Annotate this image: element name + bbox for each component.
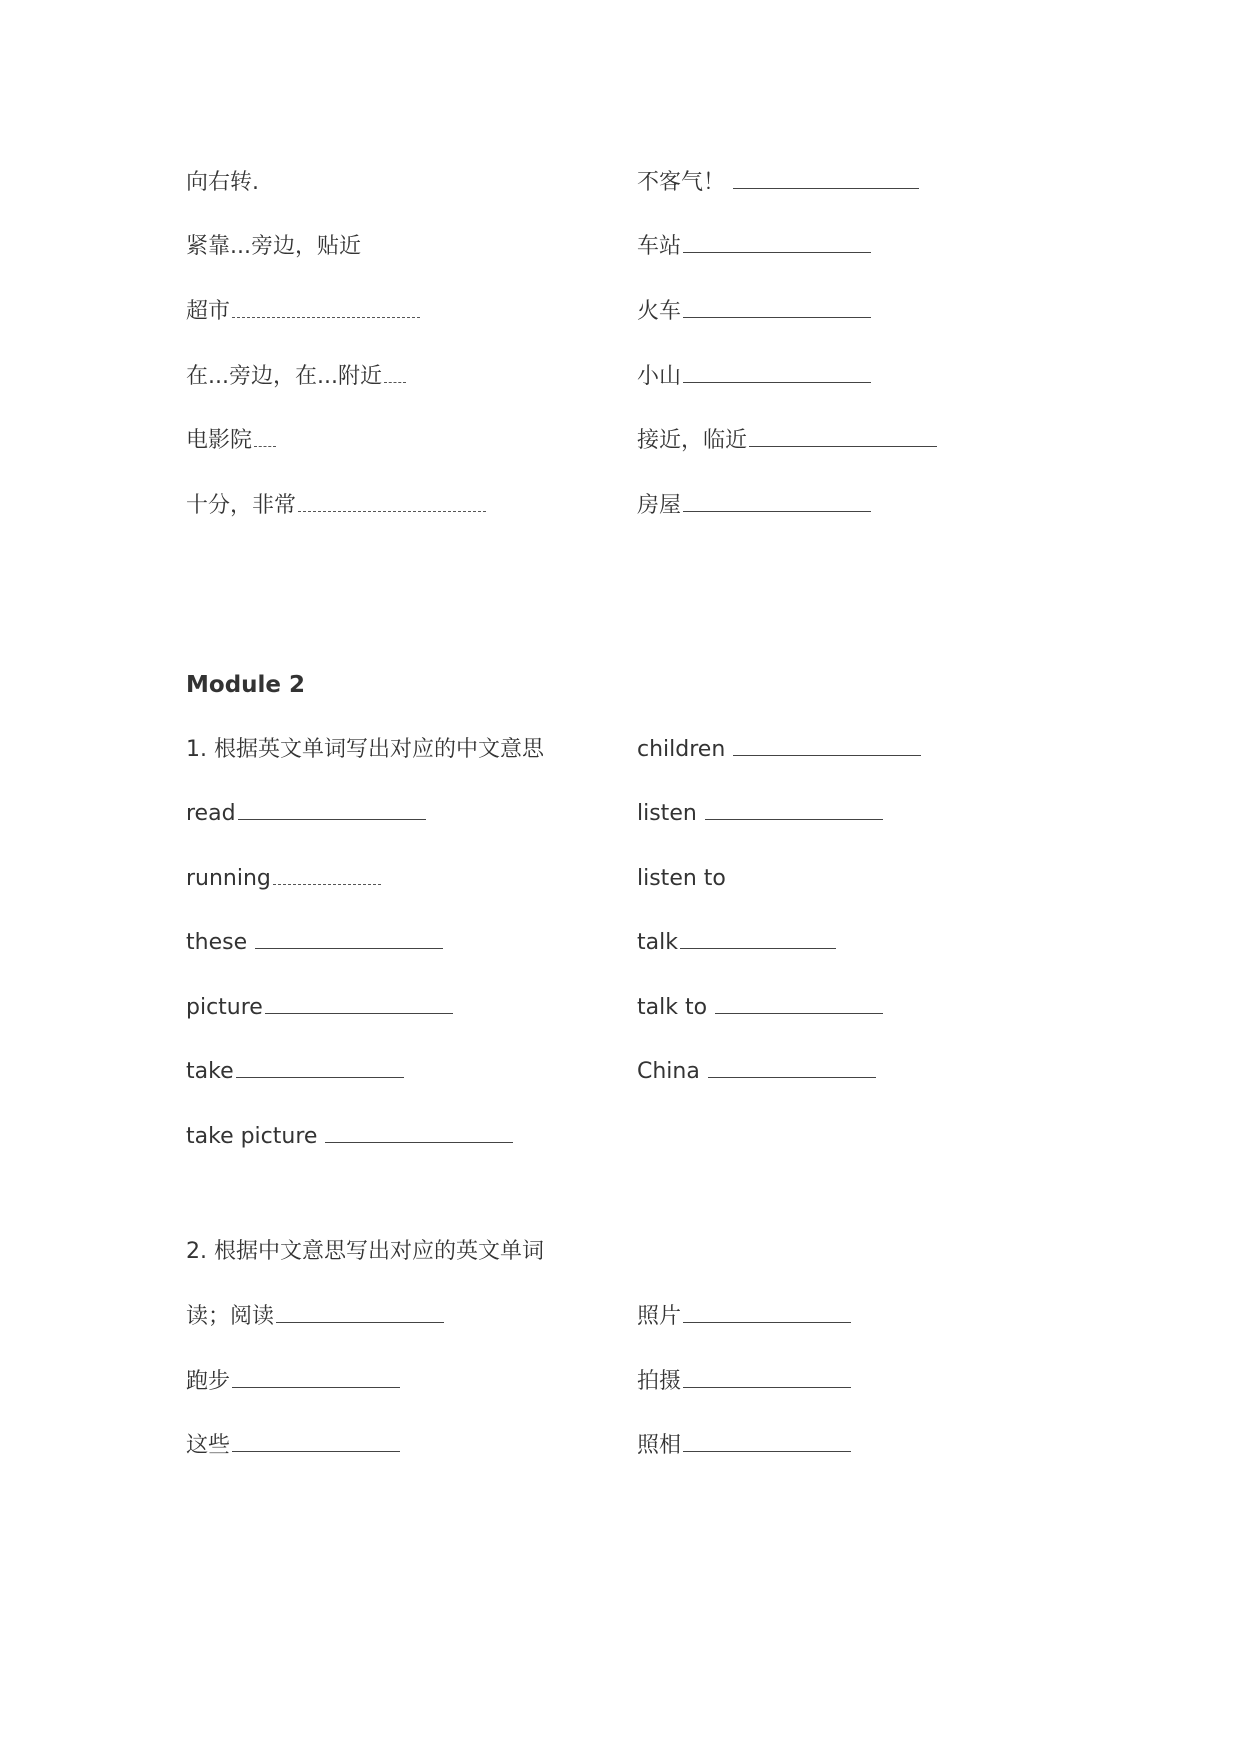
vocab-item: [637, 168, 919, 198]
vocab-prompt: take picture: [186, 1124, 318, 1149]
vocab-item: [186, 1122, 513, 1152]
vocab-item: [186, 1367, 400, 1397]
vocab-item: [637, 928, 836, 958]
vocab-item: [637, 232, 871, 262]
vocab-prompt: listen: [637, 801, 697, 826]
instruction-text: 1. 根据英文单词写出对应的中文意思: [186, 737, 544, 762]
vocab-item: [637, 426, 937, 456]
vocab-prompt: 照片: [637, 1304, 682, 1329]
vocab-prompt: 接近，临近: [637, 428, 748, 453]
vocab-item: [637, 864, 726, 894]
part1-instruction: [186, 735, 544, 765]
vocab-prompt: 读；阅读: [186, 1304, 275, 1329]
vocab-item: [637, 362, 871, 392]
answer-blank[interactable]: [715, 993, 883, 1014]
answer-blank[interactable]: [683, 1302, 851, 1323]
vocab-item: [637, 735, 921, 765]
answer-blank[interactable]: [683, 1367, 851, 1388]
vocab-prompt: 这些: [186, 1433, 231, 1458]
answer-blank[interactable]: [708, 1057, 876, 1078]
part2-instruction: [186, 1237, 544, 1267]
answer-blank[interactable]: [236, 1057, 404, 1078]
vocab-prompt: talk to: [637, 995, 708, 1020]
vocab-item: [637, 491, 871, 521]
vocab-item: [637, 297, 871, 327]
vocab-prompt: 车站: [637, 234, 682, 259]
vocab-prompt: running: [186, 866, 271, 891]
vocab-prompt: 不客气！: [637, 170, 726, 195]
answer-blank[interactable]: [683, 297, 871, 318]
answer-blank[interactable]: [733, 735, 921, 756]
vocab-item: [186, 799, 426, 829]
vocab-prompt: 紧靠...旁边，贴近: [186, 234, 361, 259]
vocab-prompt: picture: [186, 995, 263, 1020]
answer-blank[interactable]: [254, 426, 276, 447]
vocab-item: [186, 1302, 444, 1332]
instruction-text: 2. 根据中文意思写出对应的英文单词: [186, 1239, 544, 1264]
vocab-prompt: take: [186, 1059, 234, 1084]
vocab-item: [186, 1431, 400, 1461]
vocab-item: [637, 1431, 851, 1461]
vocab-item: [186, 864, 381, 894]
vocab-item: [186, 993, 453, 1023]
vocab-item: [186, 491, 486, 521]
answer-blank[interactable]: [232, 1367, 400, 1388]
vocab-prompt: 超市: [186, 299, 231, 324]
answer-blank[interactable]: [265, 993, 453, 1014]
answer-blank[interactable]: [232, 1431, 400, 1452]
answer-blank[interactable]: [683, 1431, 851, 1452]
answer-blank[interactable]: [238, 799, 426, 820]
module-title: [186, 670, 305, 700]
answer-blank[interactable]: [683, 491, 871, 512]
answer-blank[interactable]: [232, 297, 420, 318]
vocab-prompt: 房屋: [637, 493, 682, 518]
vocab-prompt: 拍摄: [637, 1369, 682, 1394]
vocab-prompt: 跑步: [186, 1369, 231, 1394]
answer-blank[interactable]: [705, 799, 883, 820]
vocab-prompt: 照相: [637, 1433, 682, 1458]
vocab-item: [186, 928, 443, 958]
vocab-prompt: these: [186, 930, 248, 955]
answer-blank[interactable]: [255, 928, 443, 949]
answer-blank[interactable]: [384, 362, 406, 383]
answer-blank[interactable]: [733, 168, 919, 189]
vocab-item: [186, 426, 276, 456]
vocab-item: [186, 168, 259, 198]
vocab-prompt: read: [186, 801, 236, 826]
vocab-prompt: 电影院: [186, 428, 253, 453]
vocab-prompt: children: [637, 737, 726, 762]
answer-blank[interactable]: [273, 864, 381, 885]
vocab-prompt: talk: [637, 930, 678, 955]
vocab-prompt: 小山: [637, 364, 682, 389]
answer-blank[interactable]: [683, 232, 871, 253]
vocab-item: [186, 1057, 404, 1087]
answer-blank[interactable]: [683, 362, 871, 383]
answer-blank[interactable]: [276, 1302, 444, 1323]
vocab-item: [186, 362, 406, 392]
answer-blank[interactable]: [325, 1122, 513, 1143]
vocab-item: [186, 297, 420, 327]
answer-blank[interactable]: [298, 491, 486, 512]
vocab-item: [186, 232, 361, 262]
vocab-item: [637, 1367, 851, 1397]
vocab-prompt: listen to: [637, 866, 726, 891]
vocab-prompt: 在...旁边，在...附近: [186, 364, 382, 389]
module-title-text: Module 2: [186, 672, 306, 698]
answer-blank[interactable]: [749, 426, 937, 447]
vocab-item: [637, 1302, 851, 1332]
vocab-prompt: China: [637, 1059, 700, 1084]
vocab-item: [637, 1057, 876, 1087]
vocab-item: [637, 993, 883, 1023]
answer-blank[interactable]: [680, 928, 836, 949]
vocab-prompt: 十分，非常: [186, 493, 297, 518]
vocab-prompt: 火车: [637, 299, 682, 324]
vocab-item: [637, 799, 883, 829]
vocab-prompt: 向右转.: [186, 170, 259, 195]
